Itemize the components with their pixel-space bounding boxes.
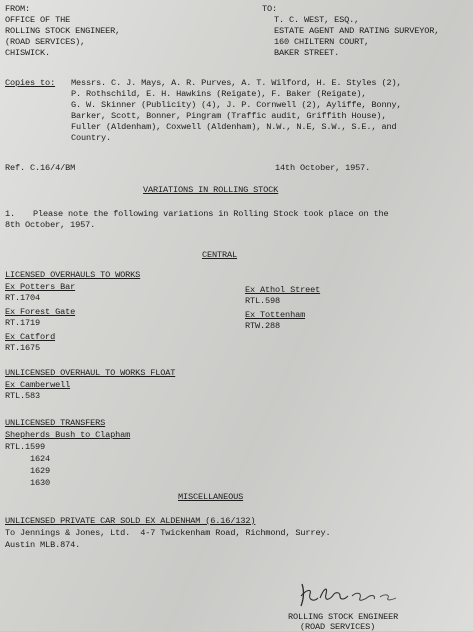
copies-line-4: Barker, Scott, Bonner, Pingram (Traffic audit, Griffith House), xyxy=(71,111,387,121)
right-vehicle-2: RTW.288 xyxy=(245,321,281,331)
from-line-1: OFFICE OF THE xyxy=(5,15,71,25)
left-depot-3: Ex Catford xyxy=(5,332,56,342)
right-vehicle-1: RTL.598 xyxy=(245,296,281,306)
transfer-vehicle-1: RTL.1599 xyxy=(5,442,46,452)
unlicensed-transfers-heading: UNLICENSED TRANSFERS xyxy=(5,418,106,428)
miscellaneous-heading: MISCELLANEOUS xyxy=(178,492,244,502)
to-line-4: BAKER STREET. xyxy=(274,48,340,58)
to-line-1: T. C. WEST, ESQ., xyxy=(274,15,360,25)
sold-to-line: To Jennings & Jones, Ltd. 4-7 Twickenham Road, Richmond, Surrey. xyxy=(5,528,331,538)
licensed-overhauls-heading: LICENSED OVERHAULS TO WORKS xyxy=(5,270,141,280)
transfer-vehicle-2: 1624 xyxy=(30,454,51,464)
unlicensed-overhaul-vehicle: RTL.583 xyxy=(5,391,41,401)
copies-label: Copies to: xyxy=(5,78,56,88)
right-depot-2: Ex Tottenham xyxy=(245,310,306,320)
from-line-3: (ROAD SERVICES), xyxy=(5,37,86,47)
handwritten-signature xyxy=(296,580,406,610)
copies-line-3: G. W. Skinner (Publicity) (4), J. P. Cornwell (2), Ayliffe, Bonny, xyxy=(71,100,402,110)
to-label: TO: xyxy=(262,4,278,14)
memo-title: VARIATIONS IN ROLLING STOCK xyxy=(143,185,279,195)
paragraph-number: 1. xyxy=(5,209,16,219)
reference: Ref. C.16/4/BM xyxy=(5,163,76,173)
transfer-vehicle-4: 1630 xyxy=(30,478,51,488)
central-heading: CENTRAL xyxy=(202,250,238,260)
from-line-2: ROLLING STOCK ENGINEER, xyxy=(5,26,121,36)
copies-line-1: Messrs. C. J. Mays, A. R. Purves, A. T. Wilford, H. E. Styles (2), xyxy=(71,78,402,88)
left-vehicle-3: RT.1675 xyxy=(5,343,41,353)
unlicensed-overhaul-depot: Ex Camberwell xyxy=(5,380,71,390)
to-line-3: 160 CHILTERN COURT, xyxy=(274,37,370,47)
unlicensed-overhaul-heading: UNLICENSED OVERHAUL TO WORKS FLOAT xyxy=(5,368,176,378)
left-depot-2: Ex Forest Gate xyxy=(5,307,76,317)
left-vehicle-1: RT.1704 xyxy=(5,293,41,303)
from-label: FROM: xyxy=(5,4,31,14)
to-line-2: ESTATE AGENT AND RATING SURVEYOR, xyxy=(274,26,440,36)
copies-line-6: Country. xyxy=(71,133,112,143)
signatory-title: ROLLING STOCK ENGINEER xyxy=(288,612,399,622)
copies-line-5: Fuller (Aldenham), Coxwell (Aldenham), N.W., N.E, S.W., S.E., and xyxy=(71,122,397,132)
signatory-department: (ROAD SERVICES) xyxy=(300,622,376,632)
left-vehicle-2: RT.1719 xyxy=(5,318,41,328)
transfer-vehicle-3: 1629 xyxy=(30,466,51,476)
intro-line-2: 8th October, 1957. xyxy=(5,220,96,230)
sold-vehicle-line: Austin MLB.874. xyxy=(5,540,81,550)
memo-date: 14th October, 1957. xyxy=(275,163,371,173)
copies-line-2: P. Rothschild, E. H. Hawkins (Reigate), F. Baker (Reigate), xyxy=(71,89,367,99)
transfer-route: Shepherds Bush to Clapham xyxy=(5,430,131,440)
private-car-sold-heading: UNLICENSED PRIVATE CAR SOLD EX ALDENHAM (6.16/132) xyxy=(5,516,256,526)
left-depot-1: Ex Potters Bar xyxy=(5,282,76,292)
from-line-4: CHISWICK. xyxy=(5,48,51,58)
intro-line-1: Please note the following variations in Rolling Stock took place on the xyxy=(33,209,389,219)
right-depot-1: Ex Athol Street xyxy=(245,285,321,295)
